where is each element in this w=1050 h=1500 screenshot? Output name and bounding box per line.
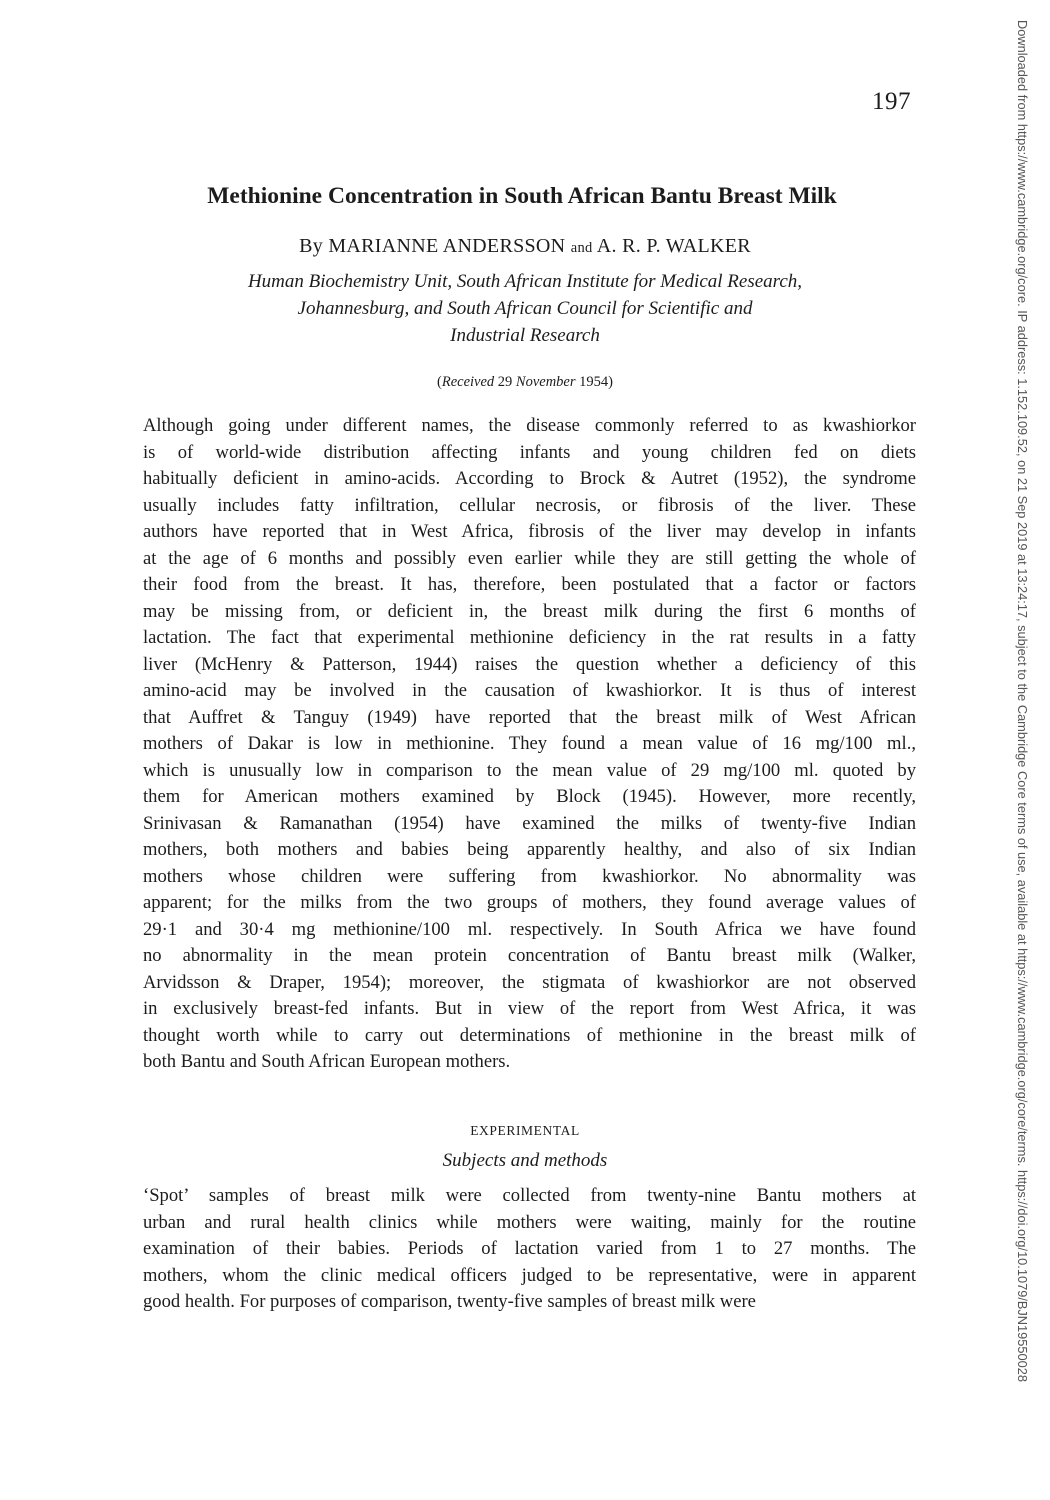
received-prefix: Received (441, 374, 495, 390)
text-line: them for American mothers examined by Block (1945). However, more recently, (143, 786, 916, 807)
methods-paragraph (143, 1183, 916, 1316)
text-line: Arvidsson & Draper, 1954); moreover, the stigmata of kwashiorkor are not observed (143, 971, 916, 993)
subsection-heading: Subjects and methods (442, 1150, 608, 1171)
affiliation-line: Human Biochemistry Unit, South African Institute for Medical Research, (247, 271, 803, 292)
text-line: mothers, whom the clinic medical officers judged to be representative, were in apparent (143, 1264, 916, 1286)
text-line: is of world-wide distribution affecting infants and young children fed on diets (143, 441, 916, 463)
author-first: MARIANNE ANDERSSON (328, 235, 566, 257)
author-and: and (570, 240, 593, 256)
text-line: 29·1 and 30·4 mg methionine/100 ml. respectively. In South Africa we have found (143, 918, 916, 940)
text-line: mothers of Dakar is low in methionine. They found a mean value of 16 mg/100 ml., (143, 733, 916, 754)
text-line: both Bantu and South African European mothers. (143, 1051, 511, 1072)
text-line: urban and rural health clinics while mothers were waiting, mainly for the routine (143, 1211, 916, 1233)
affiliation-line: Johannesburg, and South African Council for Scientific and (297, 298, 753, 319)
text-line: usually includes fatty infiltration, cellular necrosis, or fibrosis of the liver. These (143, 494, 916, 516)
text-line: mothers whose children were suffering from kwashiorkor. No abnormality was (143, 865, 916, 887)
text-line: ‘Spot’ samples of breast milk were collected from twenty-nine Bantu mothers at (143, 1185, 916, 1206)
text-line: thought worth while to carry out determinations of methionine in the breast milk of (143, 1024, 916, 1046)
download-note: Downloaded from https://www.cambridge.org/core. IP address: 1.152.109.52, on 21 Sep 2019 at 13:24:17, subject to the Cambridge Core terms of use, available at https://www.cambridge.org/core/terms. https://doi.org/10.1079/BJN19550028 (1015, 20, 1030, 1382)
received-month: November (515, 374, 576, 390)
text-line: lactation. The fact that experimental methionine deficiency in the rat results in a fatty (143, 627, 916, 648)
affiliation (0, 268, 1050, 349)
text-line: at the age of 6 months and possibly even earlier while they are still getting the whole of (143, 547, 916, 569)
text-line: Srinivasan & Ramanathan (1954) have examined the milks of twenty-five Indian (143, 812, 916, 834)
section-heading: EXPERIMENTAL (470, 1123, 580, 1138)
author-second: A. R. P. WALKER (596, 235, 751, 257)
intro-paragraph (143, 413, 916, 1076)
text-line: no abnormality in the mean protein concentration of Bantu breast milk (Walker, (143, 945, 916, 966)
text-line: amino-acid may be involved in the causation of kwashiorkor. It is thus of interest (143, 680, 916, 701)
text-line: that Auffret & Tanguy (1949) have reported that the breast milk of West African (143, 706, 916, 728)
affiliation-line: Industrial Research (450, 325, 600, 346)
text-line: good health. For purposes of comparison, twenty-five samples of breast milk were (143, 1291, 756, 1312)
text-line: apparent; for the milks from the two groups of mothers, they found average values of (143, 892, 916, 913)
author-line (0, 235, 1050, 258)
text-line: in exclusively breast-fed infants. But in view of the report from West Africa, it was (143, 998, 916, 1019)
article-title: Methionine Concentration in South African Bantu Breast Milk (207, 183, 837, 209)
author-by: By (299, 235, 324, 257)
text-line: their food from the breast. It has, therefore, been postulated that a factor or factors (143, 574, 916, 595)
text-line: may be missing from, or deficient in, the breast milk during the first 6 months of (143, 600, 916, 622)
text-line: Although going under different names, the disease commonly referred to as kwashiorkor (143, 415, 916, 436)
text-line: liver (McHenry & Patterson, 1944) raises the question whether a deficiency of this (143, 653, 916, 675)
download-watermark (1008, 20, 1032, 1390)
received-date: (Received 29 November 1954) (437, 374, 613, 390)
text-line: mothers, both mothers and babies being apparently healthy, and also of six Indian (143, 839, 916, 860)
received-year: 1954 (579, 374, 609, 390)
text-line: examination of their babies. Periods of lactation varied from 1 to 27 months. The (143, 1238, 916, 1259)
text-line: which is unusually low in comparison to the mean value of 29 mg/100 ml. quoted by (143, 759, 916, 781)
text-line: habitually deficient in amino-acids. According to Brock & Autret (1952), the syndrome (143, 468, 916, 489)
text-line: authors have reported that in West Africa, fibrosis of the liver may develop in infants (143, 521, 916, 542)
received-day: 29 (497, 374, 513, 390)
page-number: 197 (872, 88, 911, 115)
